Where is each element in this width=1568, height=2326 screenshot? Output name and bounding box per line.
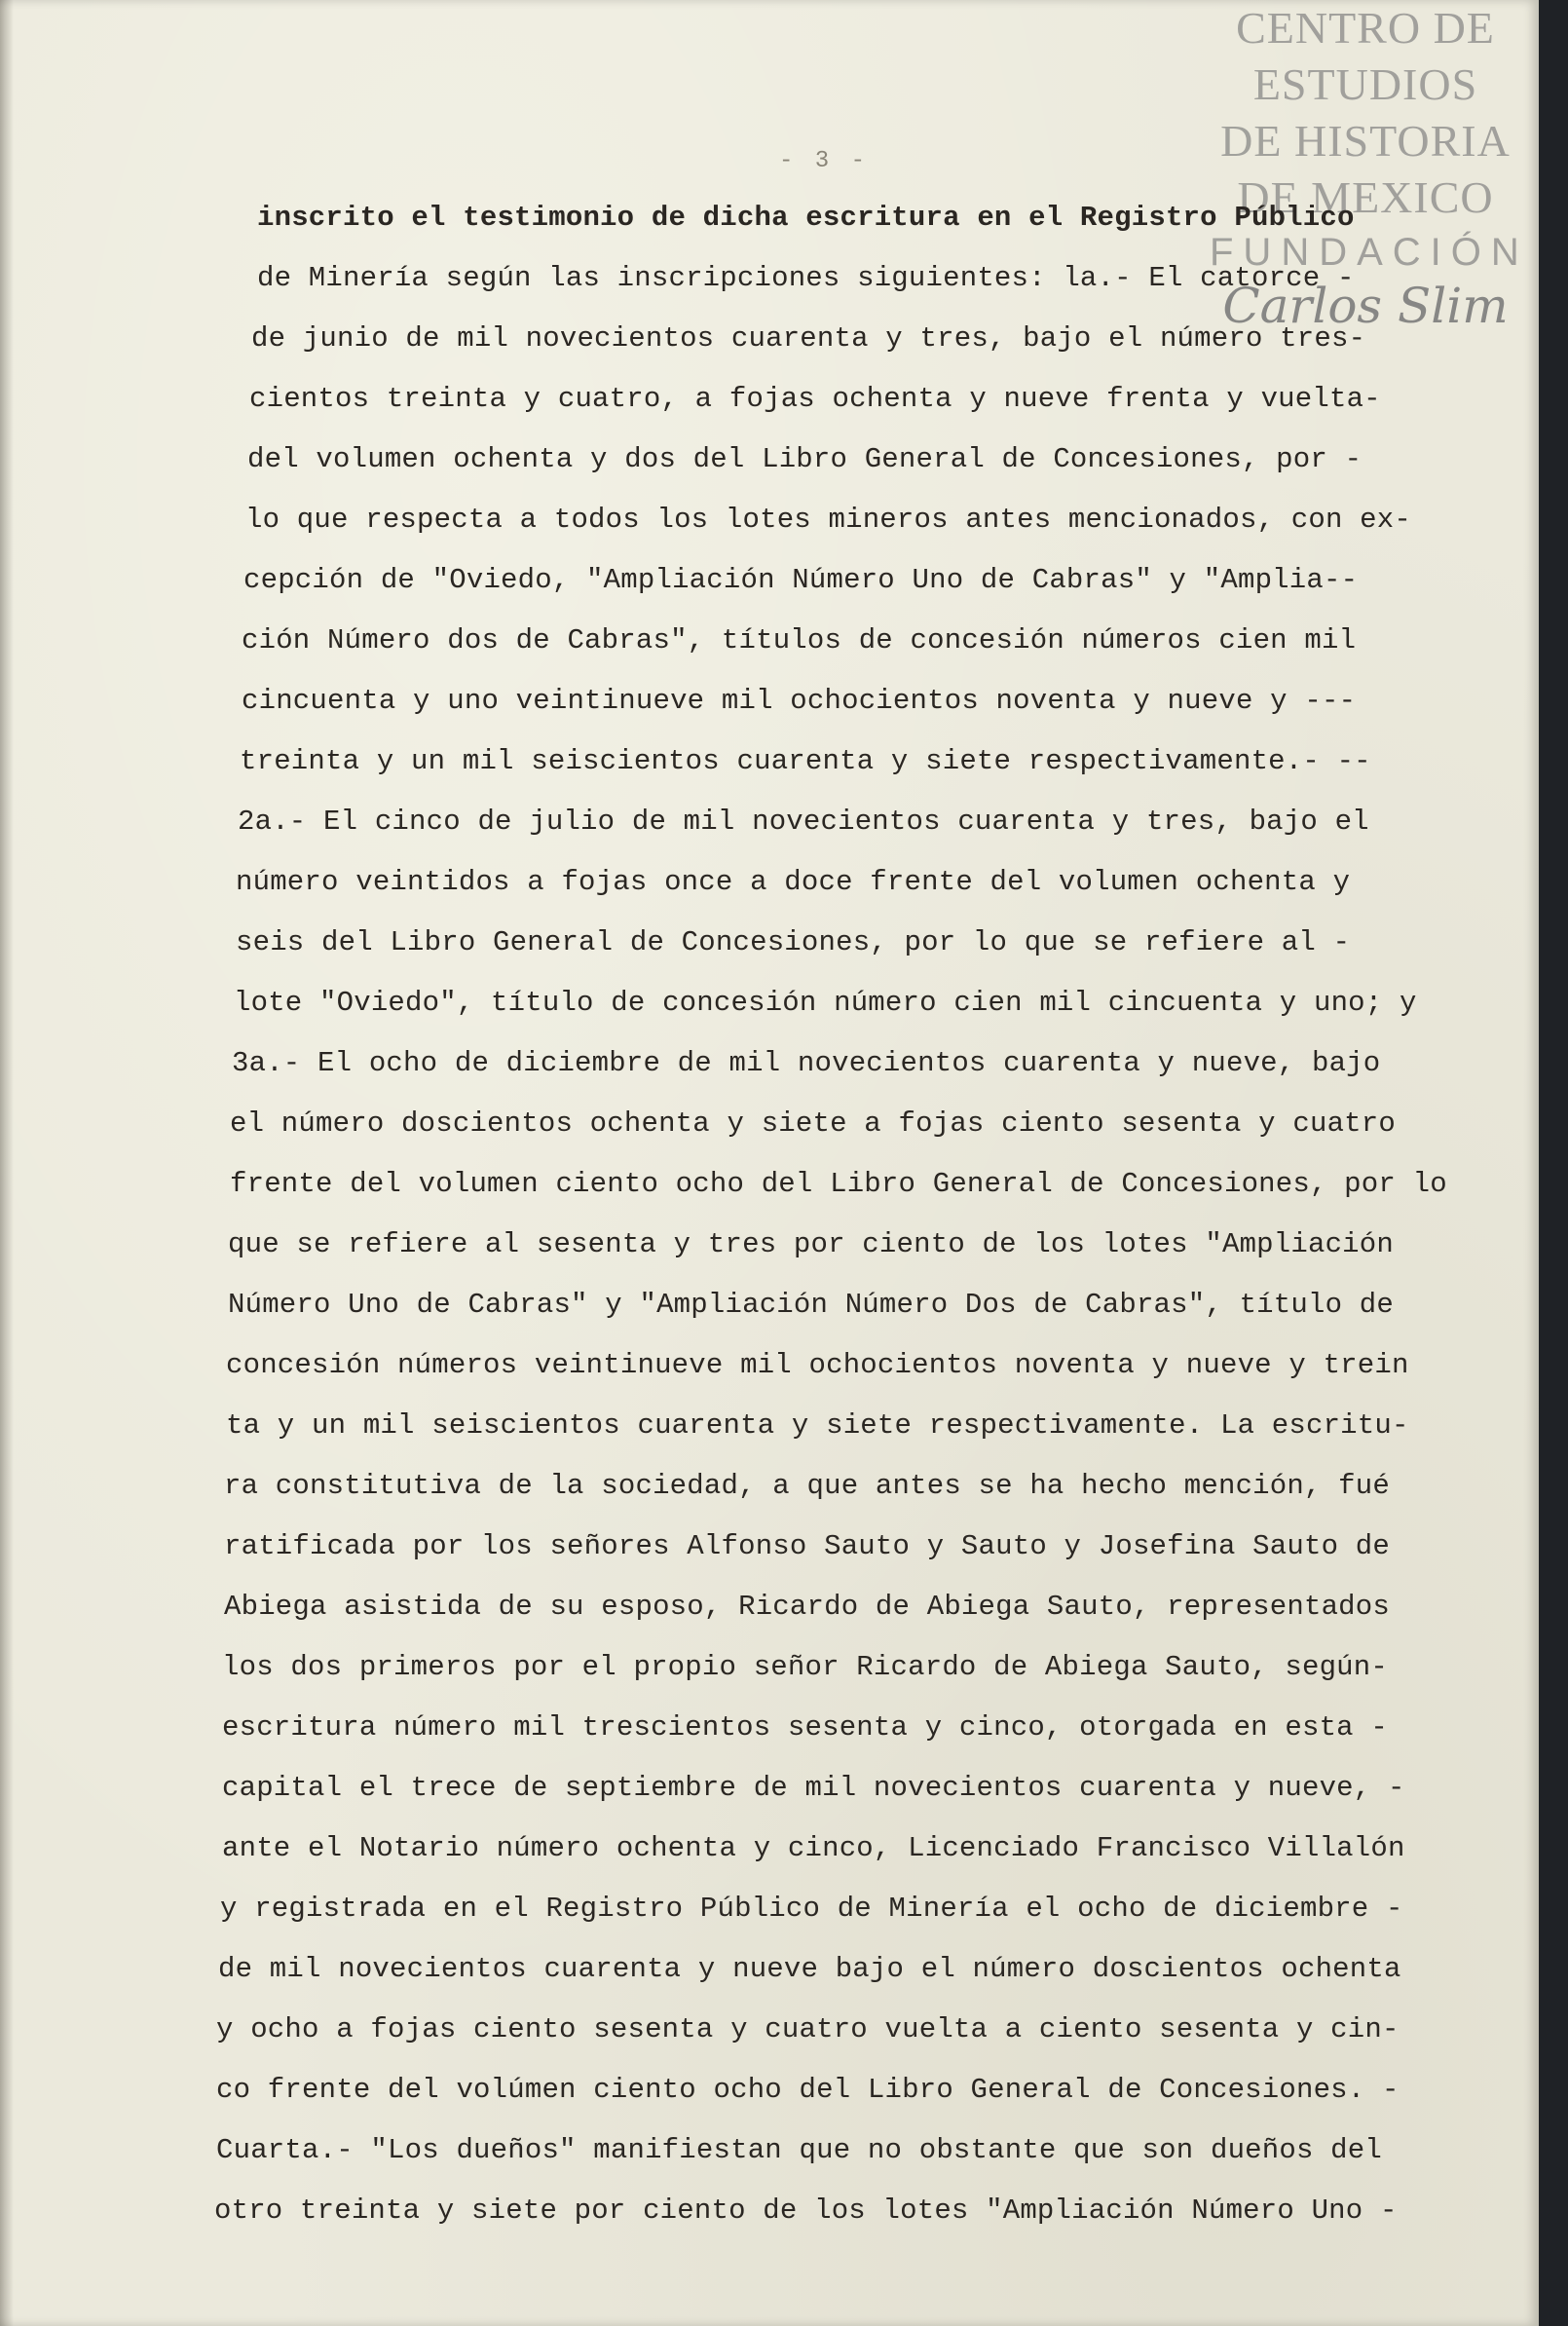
text-line-1: inscrito el testimonio de dicha escritura en el Registro Público — [257, 202, 1355, 234]
text-line-27: capital el trece de septiembre de mil novecientos cuarenta y nueve, - — [222, 1772, 1405, 1804]
text-line-15: 3a.- El ocho de diciembre de mil novecientos cuarenta y nueve, bajo — [232, 1047, 1381, 1079]
text-line-8: ción Número dos de Cabras", títulos de concesión números cien mil — [242, 624, 1357, 657]
text-line-5: del volumen ochenta y dos del Libro General de Concesiones, por - — [247, 443, 1363, 475]
text-line-13: seis del Libro General de Concesiones, por lo que se refiere al - — [236, 926, 1351, 958]
text-line-9: cincuenta y uno veintinueve mil ochocientos noventa y nueve y --- — [242, 685, 1357, 717]
text-line-7: cepción de "Oviedo, "Ampliación Número Uno de Cabras" y "Amplia-- — [243, 564, 1359, 596]
text-line-32: co frente del volúmen ciento ocho del Libro General de Concesiones. - — [216, 2074, 1400, 2106]
text-line-33: Cuarta.- "Los dueños" manifiestan que no obstante que son dueños del — [216, 2134, 1382, 2166]
text-line-3: de junio de mil novecientos cuarenta y tres, bajo el número tres- — [251, 322, 1366, 355]
text-line-29: y registrada en el Registro Público de Minería el ocho de diciembre - — [220, 1893, 1403, 1925]
text-line-11: 2a.- El cinco de julio de mil novecientos cuarenta y tres, bajo el — [238, 806, 1369, 838]
page-edge-shadow — [0, 0, 14, 2326]
text-line-28: ante el Notario número ochenta y cinco, Licenciado Francisco Villalón — [222, 1832, 1405, 1864]
text-line-24: Abiega asistida de su esposo, Ricardo de Abiega Sauto, representados — [224, 1591, 1390, 1623]
watermark-line-4: DE MEXICO — [1237, 172, 1494, 222]
text-line-22: ra constitutiva de la sociedad, a que antes se ha hecho mención, fué — [224, 1470, 1390, 1502]
page-number: - 3 - — [779, 148, 870, 174]
text-line-31: y ocho a fojas ciento sesenta y cuatro vuelta a ciento sesenta y cin- — [216, 2013, 1400, 2045]
watermark-line-5: FUNDACIÓN — [1210, 231, 1529, 274]
text-line-18: que se refiere al sesenta y tres por ciento de los lotes "Ampliación — [228, 1228, 1394, 1260]
text-line-19: Número Uno de Cabras" y "Ampliación Número Dos de Cabras", título de — [228, 1289, 1394, 1321]
scan-background-edge — [1539, 0, 1568, 2326]
text-line-34: otro treinta y siete por ciento de los lotes "Ampliación Número Uno - — [214, 2195, 1398, 2227]
watermark-line-3: DE HISTORIA — [1220, 116, 1511, 166]
text-line-16: el número doscientos ochenta y siete a fojas ciento sesenta y cuatro — [230, 1107, 1396, 1140]
text-line-25: los dos primeros por el propio señor Ricardo de Abiega Sauto, según- — [222, 1651, 1388, 1683]
text-line-20: concesión números veintinueve mil ochocientos noventa y nueve y trein — [226, 1349, 1409, 1381]
watermark-line-2: ESTUDIOS — [1252, 59, 1478, 109]
text-line-30: de mil novecientos cuarenta y nueve bajo el número doscientos ochenta — [218, 1953, 1401, 1985]
text-line-10: treinta y un mil seiscientos cuarenta y siete respectivamente.- -- — [240, 745, 1371, 777]
text-line-26: escritura número mil trescientos sesenta y cinco, otorgada en esta - — [222, 1711, 1388, 1744]
watermark-signature: Carlos Slim — [1222, 278, 1509, 334]
text-line-6: lo que respecta a todos los lotes mineros antes mencionados, con ex- — [245, 504, 1411, 536]
text-line-14: lote "Oviedo", título de concesión número cien mil cincuenta y uno; y — [234, 987, 1417, 1019]
watermark-line-1: CENTRO DE — [1236, 3, 1495, 53]
text-line-12: número veintidos a fojas once a doce frente del volumen ochenta y — [236, 866, 1351, 898]
text-line-23: ratificada por los señores Alfonso Sauto y Sauto y Josefina Sauto de — [224, 1530, 1390, 1562]
text-line-2: de Minería según las inscripciones siguientes: la.- El catorce - — [257, 262, 1355, 294]
text-line-4: cientos treinta y cuatro, a fojas ochenta y nueve frenta y vuelta- — [249, 383, 1381, 415]
text-line-21: ta y un mil seiscientos cuarenta y siete respectivamente. La escritu- — [226, 1409, 1409, 1442]
text-line-17: frente del volumen ciento ocho del Libro General de Concesiones, por lo — [230, 1168, 1447, 1200]
